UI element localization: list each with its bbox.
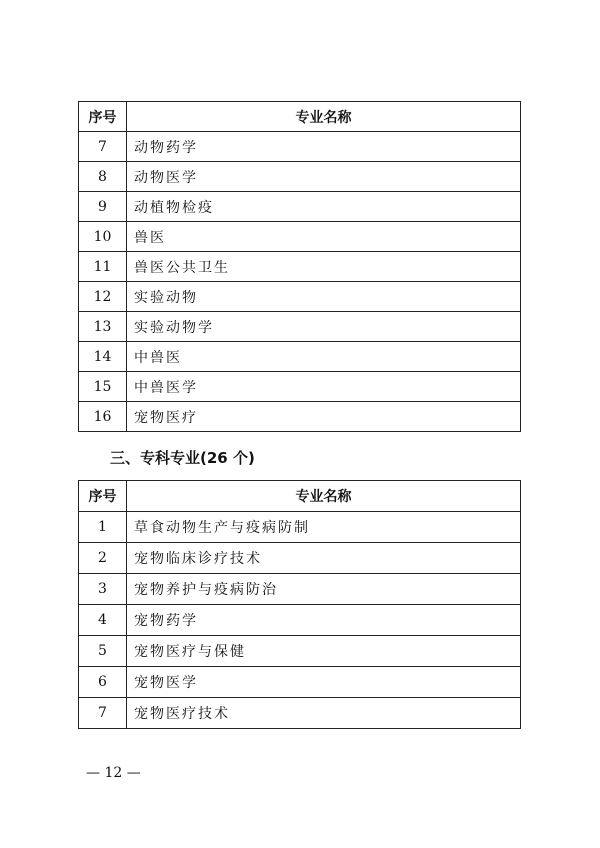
row-major-name: 实验动物学	[127, 312, 521, 342]
table-row	[79, 605, 521, 636]
table-row	[79, 222, 521, 252]
row-number: 6	[79, 667, 127, 698]
table-row	[79, 192, 521, 222]
row-major-name: 兽医	[127, 222, 521, 252]
table-row	[79, 512, 521, 543]
row-number: 9	[79, 192, 127, 222]
row-number: 10	[79, 222, 127, 252]
table-row	[79, 698, 521, 729]
row-number: 2	[79, 543, 127, 574]
row-number: 16	[79, 402, 127, 432]
row-number: 5	[79, 636, 127, 667]
table-row	[79, 372, 521, 402]
table-row	[79, 342, 521, 372]
row-major-name: 动物医学	[127, 162, 521, 192]
row-major-name: 宠物药学	[127, 605, 521, 636]
row-major-name: 宠物临床诊疗技术	[127, 543, 521, 574]
row-number: 3	[79, 574, 127, 605]
table-row	[79, 282, 521, 312]
table-row	[79, 543, 521, 574]
major-table-undergraduate	[78, 101, 521, 432]
row-major-name: 草食动物生产与疫病防制	[127, 512, 521, 543]
table-row	[79, 636, 521, 667]
row-major-name: 宠物医疗技术	[127, 698, 521, 729]
row-number: 7	[79, 698, 127, 729]
header-major-name: 专业名称	[127, 102, 521, 132]
header-serial-number: 序号	[79, 102, 127, 132]
table-row	[79, 574, 521, 605]
row-major-name: 宠物养护与疫病防治	[127, 574, 521, 605]
row-number: 15	[79, 372, 127, 402]
row-major-name: 中兽医	[127, 342, 521, 372]
table-header-row	[79, 481, 521, 512]
row-number: 1	[79, 512, 127, 543]
page-number: — 12 —	[86, 765, 141, 781]
table-row	[79, 132, 521, 162]
row-number: 13	[79, 312, 127, 342]
row-major-name: 宠物医学	[127, 667, 521, 698]
row-number: 4	[79, 605, 127, 636]
row-number: 8	[79, 162, 127, 192]
row-major-name: 宠物医疗	[127, 402, 521, 432]
row-major-name: 动物药学	[127, 132, 521, 162]
row-number: 12	[79, 282, 127, 312]
table-row	[79, 312, 521, 342]
table-header-row	[79, 102, 521, 132]
header-serial-number: 序号	[79, 481, 127, 512]
row-major-name: 宠物医疗与保健	[127, 636, 521, 667]
row-major-name: 实验动物	[127, 282, 521, 312]
header-major-name: 专业名称	[127, 481, 521, 512]
table-row	[79, 252, 521, 282]
major-table-associate	[78, 480, 521, 729]
section-heading-associate-majors: 三、专科专业(26 个)	[110, 449, 255, 467]
row-number: 7	[79, 132, 127, 162]
row-major-name: 中兽医学	[127, 372, 521, 402]
table-row	[79, 162, 521, 192]
row-number: 11	[79, 252, 127, 282]
row-major-name: 兽医公共卫生	[127, 252, 521, 282]
table-row	[79, 667, 521, 698]
table-row	[79, 402, 521, 432]
row-number: 14	[79, 342, 127, 372]
row-major-name: 动植物检疫	[127, 192, 521, 222]
